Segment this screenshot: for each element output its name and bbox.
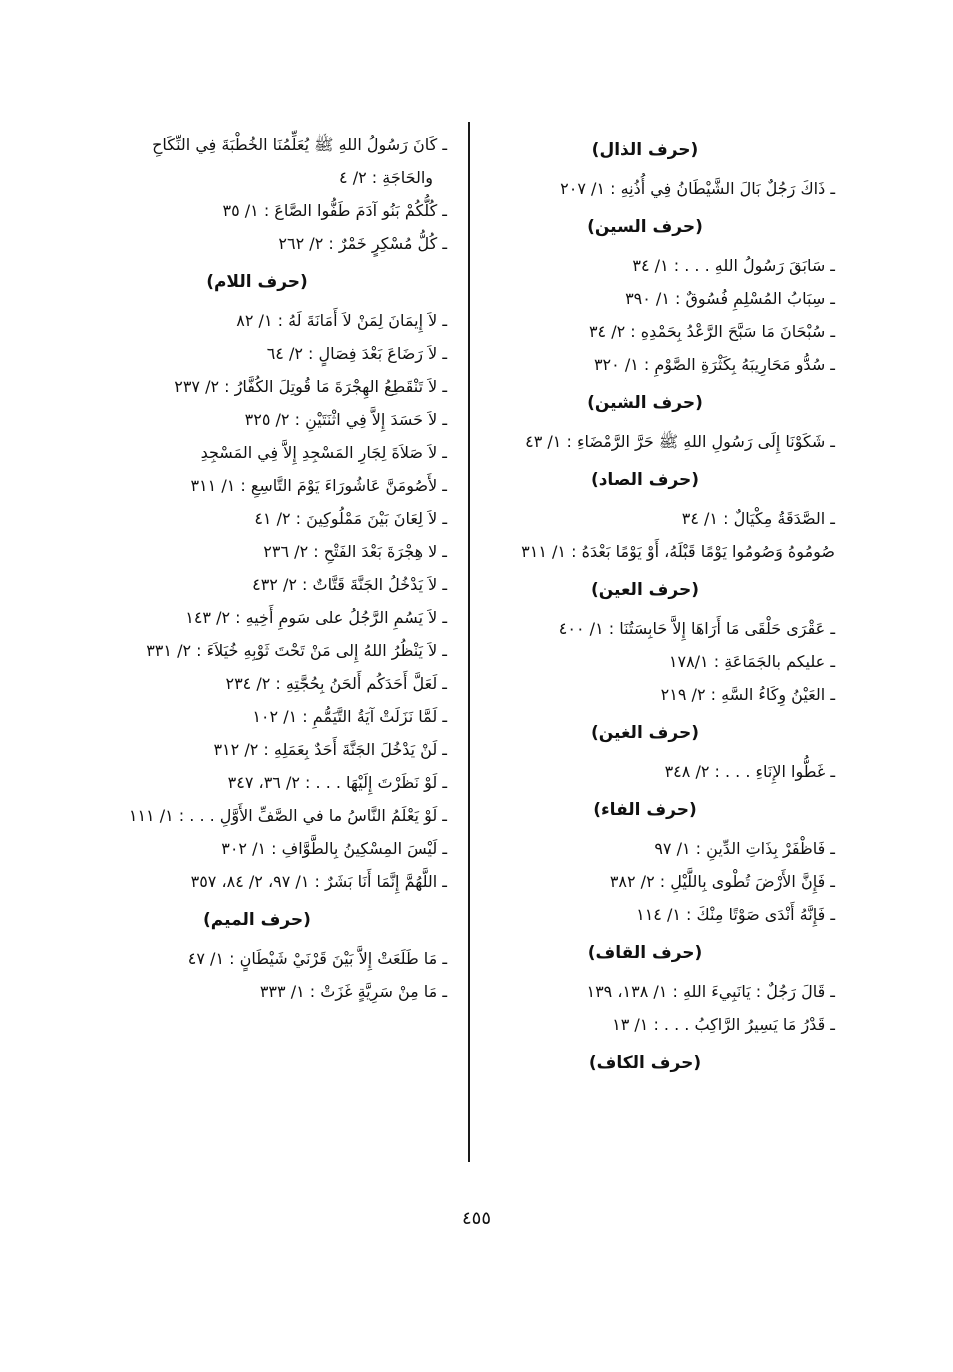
hadith-entry: ـ فَاظْفَرْ بِذَاتِ الدِّينِ : ١/ ٩٧ xyxy=(654,839,835,858)
hadith-entry: ـ لَيْسَ المِسْكِينُ بِالطَّوَّافِ : ١/ ٣٠٢ xyxy=(221,839,447,858)
page-number: ٤٥٥ xyxy=(461,1208,491,1229)
hadith-entry: صُومُوهُ وَصُومُوا يَوْمًا قَبْلَهُ، أَوْ يَوْمًا بَعْدَهُ : ١/ ٣١١ xyxy=(521,542,835,561)
letter-heading: (حرف السين) xyxy=(587,217,703,237)
hadith-entry: ـ عليكم بالجَمَاعَةِ : ١٧٨/١ xyxy=(668,652,835,671)
hadith-entry: ـ سِبَابُ المُسْلِمِ فُسُوقٌ : ١/ ٣٩٠ xyxy=(625,289,835,308)
hadith-entry: ـ لاَ تَنْقَطِعُ الهِجْرَةَ مَا قُوتِلَ الكُفَّارُ : ٢/ ٢٣٧ xyxy=(174,377,447,396)
hadith-entry: ـ لأَصُومَنَّ عَاشُورَاءَ يَوْمَ التَّاسِعِ : ١/ ٣١١ xyxy=(190,476,447,495)
hadith-entry: ـ لا هِجْرَةَ بَعْدَ الفَتْحِ : ٢/ ٢٣٦ xyxy=(263,542,447,561)
hadith-entry: ـ قَدْرُ مَا يَسِيرُ الرَّاكِبُ . . . : ١/ ١٣ xyxy=(612,1015,835,1034)
hadith-entry: ـ اللَّهُمَّ إِنَّمَا أَنَا بَشَرٌ : ١/ ٩٧، ٢/ ٨٤، ٣٥٧ xyxy=(190,872,447,891)
hadith-entry: ـ لَعَلَّ أَحَدَكُم أَلحَنُ بِحُجَّتِهِ : ٢/ ٢٣٤ xyxy=(225,674,447,693)
hadith-entry: ـ لاَ لِعَانَ بَيْنَ مَمْلُوكِينَ : ٢/ ٤١ xyxy=(254,509,447,528)
hadith-entry: ـ عَقْرَى حَلْقَى مَا أَرَاهَا إِلاَّ حَابِسَتُنَا : ١/ ٤٠٠ xyxy=(558,619,835,638)
hadith-entry: ـ سُبْحَانَ مَا سَبَّحَ الرَّعْدُ بِحَمْدِهِ : ٢/ ٣٤ xyxy=(588,322,835,341)
hadith-entry: ـ فَإِنَّهُ أَنْدَى صَوْتًا مِنْكَ : ١/ ١١٤ xyxy=(636,905,835,924)
hadith-entry: ـ لَنْ يَدْخُلَ الجَنَّةَ أَحَدٌ بِعَمَلِهِ : ٢/ ٣١٢ xyxy=(213,740,447,759)
hadith-entry: ـ كُلُّ مُسْكِرٍ خَمْرٌ : ٢/ ٢٦٢ xyxy=(278,234,447,253)
hadith-entry: ـ فَإِنَّ الأَرْضَ تُطْوى بِاللَّيْلِ : ٢/ ٣٨٢ xyxy=(609,872,835,891)
letter-heading: (حرف العين) xyxy=(590,580,700,600)
hadith-entry: ـ لاَ يَدْخُلُ الجَنَّةَ قَتَّاتٌ : ٢/ ٤٣٢ xyxy=(252,575,447,594)
letter-heading: (حرف الصاد) xyxy=(590,470,700,490)
letter-heading: (حرف القاف) xyxy=(587,943,703,963)
hadith-entry: ـ قَالَ رَجُلٌ : يَانَبِيءَ اللهِ : ١/ ١٣٨، ١٣٩ xyxy=(586,982,835,1001)
hadith-entry: ـ لاَ إِيمَانَ لِمَنْ لاَ أَمَانَةَ لَهُ : ١/ ٨٢ xyxy=(236,311,447,330)
hadith-entry: ـ غَطُّوا الإِنَاءِ . . . : ٢/ ٣٤٨ xyxy=(664,762,835,781)
hadith-entry: ـ ذَاكَ رَجُلٌ بَالَ الشَّيْطَانُ فِي أُذُنِهِ : ١/ ٢٠٧ xyxy=(560,179,835,198)
letter-heading: (حرف الشين) xyxy=(587,393,703,413)
letter-heading: (حرف الميم) xyxy=(203,910,311,930)
hadith-entry: ـ سُدُّو مَحَارِيبَهُ بِكَثْرَةِ الصَّوْمِ : ١/ ٣٢٠ xyxy=(593,355,835,374)
hadith-entry: ـ مَا طَلَعَتْ إِلاَّ بَيْنَ قَرْنَيْ شَيْطَانٍ : ١/ ٤٧ xyxy=(187,949,447,968)
hadith-entry: ـ كُلُّكُمْ بَنُو آدَمَ طَفُّوا الصَّاعَ : ١/ ٣٥ xyxy=(222,201,447,220)
hadith-entry: ـ لَوْ نَظَرْتَ إِلَيْهَا . . . : ٢/ ٣٦، ٣٤٧ xyxy=(227,773,447,792)
letter-heading: (حرف الكاف) xyxy=(588,1053,702,1073)
hadith-entry: ـ لَمَّا نَزَلَتْ آيَةُ التَّيَمُّمِ : ١/ ١٠٢ xyxy=(252,707,447,726)
letter-heading: (حرف الذال) xyxy=(591,140,699,160)
hadith-entry: ـ لاَ صَلاَةَ لِجَارِ المَسْجِدِ إِلاَّ فِي المَسْجِدِ xyxy=(200,443,447,462)
hadith-entry: ـ لاَ يَنْظُرُ اللهُ إِلى مَنْ تَحْتَ ثَوْبِهِ خُيَلاَءَ : ٢/ ٣٣١ xyxy=(146,641,447,660)
hadith-entry: ـ لاَ حَسَدَ إِلاَّ فِي اثْنَتَيْنِ : ٢/ ٣٢٥ xyxy=(244,410,447,429)
left-column xyxy=(67,128,447,1008)
letter-heading: (حرف اللام) xyxy=(206,272,308,292)
hadith-entry: ـ شَكَوْنَا إِلَى رَسُولِ اللهِ ﷺ حَرَّ الرَّمْضَاءِ : ١/ ٤٣ xyxy=(525,432,835,451)
letter-heading: (حرف الفاء) xyxy=(593,800,697,820)
hadith-entry: ـ الصَّدَقَةُ مِكْيَالٌ : ١/ ٣٤ xyxy=(681,509,835,528)
hadith-entry-continuation: والحَاجَةِ : ٢/ ٤ xyxy=(339,168,433,187)
hadith-entry: ـ لاَ يَسُمِ الرَّجُلُ على سَومِ أَخِيهِ : ٢/ ١٤٣ xyxy=(185,608,447,627)
hadith-entry: ـ لَوْ يَعْلَمُ النَّاسُ ما في الصَّفِّ الأَوَّلِ . . . : ١/ ١١١ xyxy=(128,806,447,825)
hadith-entry: ـ مَا مِنْ سَرِيَّةٍ غَزَتْ : ١/ ٣٣٣ xyxy=(259,982,447,1001)
letter-heading: (حرف الغين) xyxy=(590,723,700,743)
hadith-entry: ـ لاَ رَضَاعَ بَعْدَ فِصَالٍ : ٢/ ٦٤ xyxy=(266,344,447,363)
hadith-entry: ـ العَيْنُ وِكَاءُ السَّهِ : ٢/ ٢١٩ xyxy=(660,685,835,704)
column-divider xyxy=(468,122,470,1162)
hadith-entry: ـ سَابَقَ رَسُولُ اللهِ . . . : ١/ ٣٤ xyxy=(632,256,835,275)
hadith-entry: ـ كَانَ رَسُولُ اللهِ ﷺ يُعَلِّمُنَا الخُطْبَةَ فِي النِّكَاحِ xyxy=(152,135,447,154)
right-column xyxy=(455,128,835,1085)
